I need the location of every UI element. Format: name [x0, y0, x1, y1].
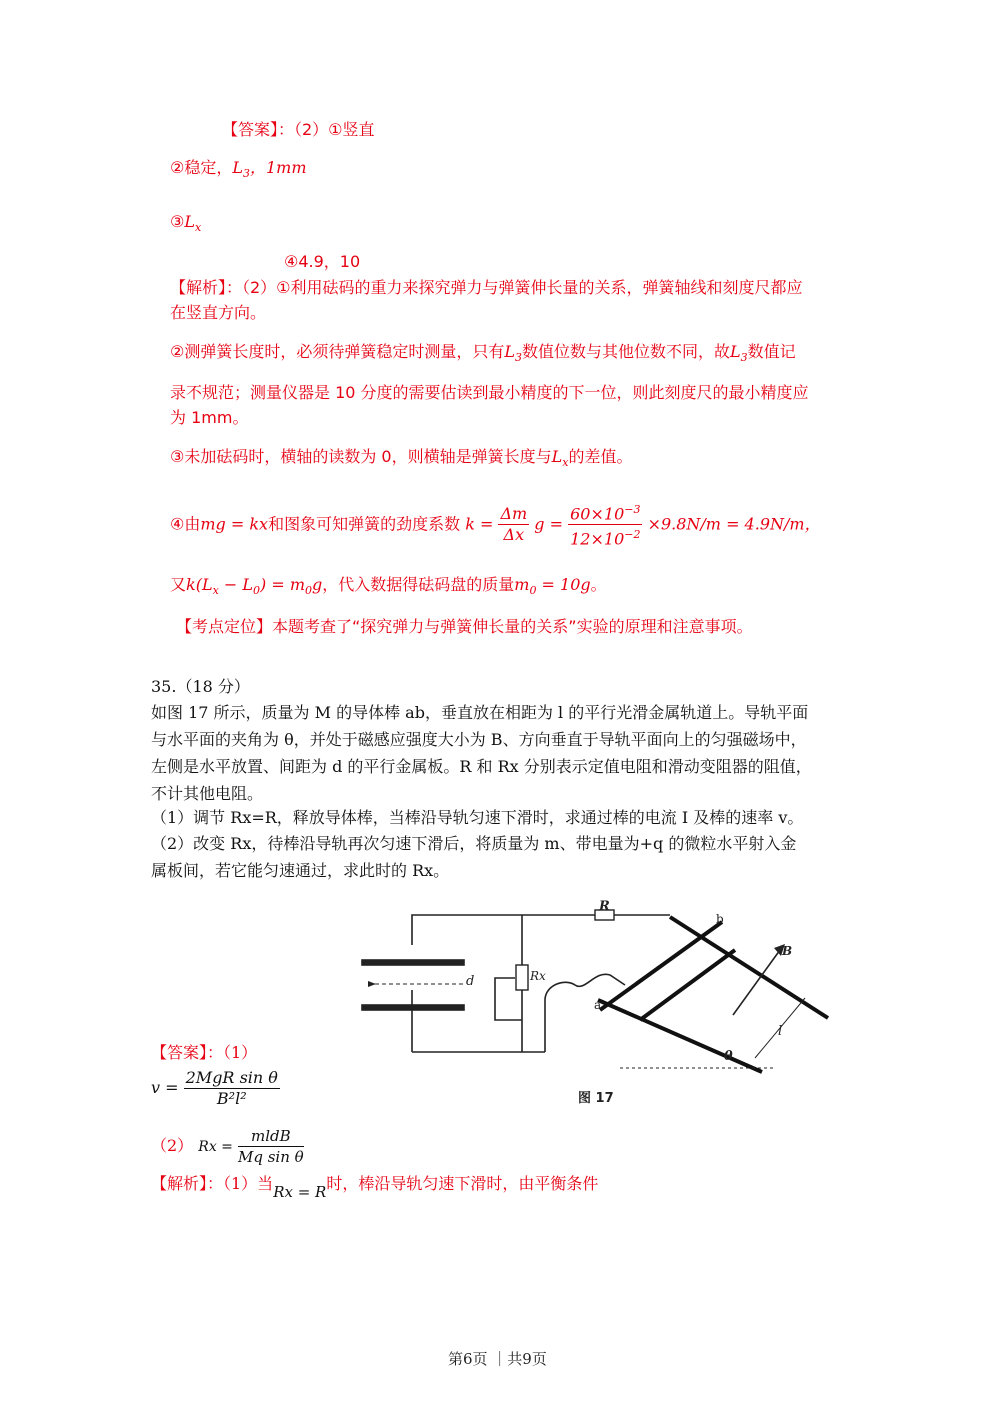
answer35-analysis: 【解析】：（1）当Rx = R时，棒沿导轨匀速下滑时，由平衡条件: [151, 1174, 599, 1201]
label-d: d: [466, 974, 475, 989]
answer35-rx: （2） Rx = $\frac{\text{mldB}}{\text{Mq sin θ}}$: [151, 1127, 304, 1166]
problem-text-3: 左侧是水平放置、间距为 d 的平行金属板。R 和 Rx 分别表示定值电阻和滑动变阻器的阻值，: [151, 757, 812, 776]
answer-item-3: $③L_x$: [170, 212, 202, 235]
problem-text-1: 如图 17 所示，质量为 M 的导体棒 ab，垂直放在相距为 l 的平行光滑金属轨道上。导轨平面: [151, 703, 809, 722]
analysis-line-1: 【解析】：（2）①利用砝码的重力来探究弹力与弹簧伸长量的关系，弹簧轴线和刻度尺都应: [170, 278, 803, 297]
problem-header: 35.（18 分）: [151, 677, 250, 696]
analysis-line-4: 录不规范；测量仪器是 10 分度的需要估读到最小精度的下一位，则此刻度尺的最小精度应: [170, 383, 809, 402]
analysis-line-2: 在竖直方向。: [170, 303, 267, 322]
question-1: （1）调节 Rx=R，释放导体棒，当棒沿导轨匀速下滑时，求通过棒的电流 I 及棒的速率 v。: [151, 808, 804, 827]
answer35-v: v = $\frac{\text{2MgR sin θ}}{\text{B²l²}}$: [151, 1068, 278, 1108]
page-footer: 第6页 ｜共9页: [448, 1350, 547, 1368]
figure-caption: 图 17: [578, 1091, 614, 1106]
analysis-line-9: 【考点定位】本题考查了“探究弹力与弹簧伸长量的关系”实验的原理和注意事项。: [176, 617, 753, 636]
fraction-values: $\frac{60\times 10^{-3}}{12\times 10^{-2}}$: [568, 500, 642, 550]
problem-text-4: 不计其他电阻。: [151, 784, 264, 803]
analysis-line-7: ④由mg = kx和图象可知弹簧的劲度系数 k = $\frac{\Delta m}{\Delta x}$ g = $\frac{60\times 10^{-3}}{12\times 10^{-2}}$ ×9.8N/m = 4.9N/m，: [170, 500, 821, 550]
label-theta: θ: [724, 1049, 733, 1064]
answer-item-2: ②稳定，$L_3$，1mm: [170, 158, 307, 181]
label-b: b: [716, 912, 724, 926]
fraction-dm-dx: $\frac{\Delta m}{\Delta x}$: [500, 504, 528, 545]
question-2a: （2）改变 Rx，待棒沿导轨再次匀速下滑后，将质量为 m、带电量为+q 的微粒水平射入金: [151, 834, 797, 853]
analysis-line-3: ②测弹簧长度时，必须待弹簧稳定时测量，只有$L_3$数值位数与其他位数不同，故$L_3$数值记: [170, 342, 796, 365]
answer35-label: 【答案】：（1）: [151, 1043, 258, 1062]
label-B: B: [782, 944, 793, 958]
label-l: l: [778, 1024, 783, 1039]
label-R: R: [599, 899, 610, 914]
answer-label: 【答案】：（2）①竖直: [222, 120, 375, 139]
label-a: a: [594, 998, 602, 1012]
analysis-line-5: 为 1mm。: [170, 408, 249, 427]
label-Rx: Rx: [530, 969, 546, 983]
analysis-line-8: 又$k(L_x - L_0) = m_0g$，代入数据得砝码盘的质量$m_0 = 10g$。: [170, 575, 607, 598]
question-2b: 属板间，若它能匀速通过，求此时的 Rx。: [151, 861, 450, 880]
analysis-line-6: ③未加砝码时，横轴的读数为 0，则横轴是弹簧长度与$L_x$的差值。: [170, 447, 633, 470]
answer-item-4: ④4.9，10: [284, 252, 361, 271]
problem-text-2: 与水平面的夹角为 θ，并处于磁感应强度大小为 B、方向垂直于导轨平面向上的匀强磁场中，: [151, 730, 807, 749]
